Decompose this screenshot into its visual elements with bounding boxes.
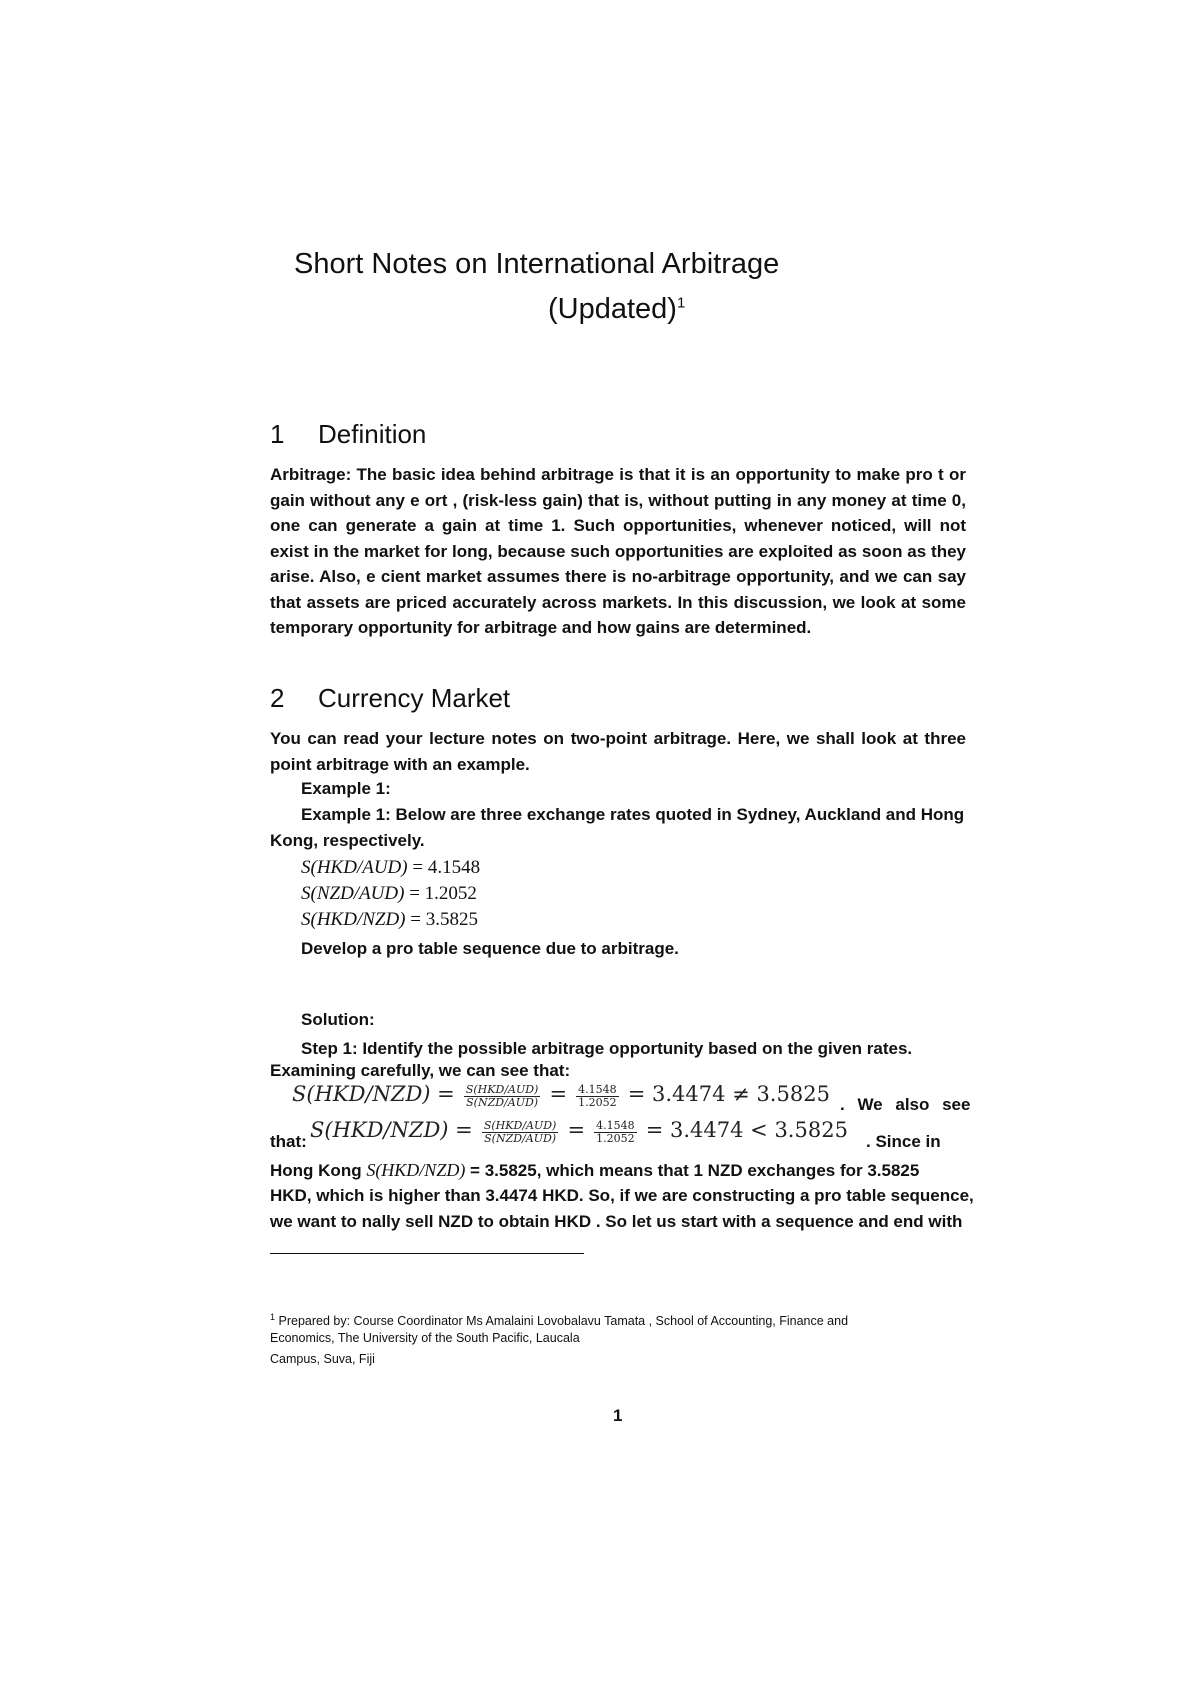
section-1-body: Arbitrage: The basic idea behind arbitrage is that it is an opportunity to make pro t or gain without any e ort , (risk-less gain) that is, without putting in any money at time 0, one can generate a gain at time 1. Such opportunities, whenever noticed, will not exist in the market for long, because such opportunities are exploited as soon as they arise. Also, e cient market assumes there is no-arbitrage opportunity, and we can say that assets are priced accurately across markets. In this discussion, we look at some temporary opportunity for arbitrage and how gains are determined. [270, 465, 966, 637]
eq-numerator: 4.1548 [596, 1119, 635, 1132]
conclusion-math: S(HKD/NZD) [366, 1160, 466, 1180]
rate-rhs: = 3.5825 [405, 909, 478, 930]
eq-denominator: S(NZD/AUD) [484, 1132, 557, 1145]
footnote-line-2: Economics, The University of the South Pacific, Laucala [270, 1331, 580, 1345]
rate-2 [301, 883, 477, 905]
rate-lhs: S(NZD/AUD) [301, 883, 405, 904]
document-subtitle [548, 293, 685, 326]
eq-numerator: 4.1548 [578, 1083, 617, 1096]
step1-line1: Step 1: Identify the possible arbitrage opportunity based on the given rates. [301, 1039, 913, 1058]
section-title: Currency Market [318, 683, 511, 713]
eq-numerator: S(HKD/AUD) [483, 1119, 557, 1132]
eq-denominator: 1.2052 [578, 1096, 617, 1109]
eq-denominator: S(NZD/AUD) [466, 1096, 539, 1109]
solution-label: Solution: [301, 1010, 375, 1029]
eq-lhs: S(HKD/NZD) = [292, 1082, 455, 1106]
conclusion-text: Hong Kong [270, 1161, 367, 1180]
conclusion-line-3: we want to nally sell NZD to obtain HKD . So let us start with a sequence and end with [270, 1212, 963, 1231]
eq-denominator: 1.2052 [596, 1132, 635, 1145]
eq-numerator: S(HKD/AUD) [465, 1083, 539, 1096]
eq-fraction-values [594, 1120, 637, 1145]
section-1-heading [270, 419, 426, 450]
section-title: Definition [318, 419, 427, 449]
eq2-prefix: that: [270, 1132, 307, 1151]
rate-rhs: = 4.1548 [407, 857, 481, 878]
rate-1 [301, 857, 480, 879]
example-label: Example 1: [301, 779, 391, 798]
eq1-tail: . We also see [840, 1095, 971, 1114]
eq-lhs: S(HKD/NZD) = [310, 1118, 473, 1142]
section-2-heading [270, 683, 510, 714]
eq-fraction [482, 1120, 559, 1145]
eq-fraction [464, 1084, 541, 1109]
rate-3 [301, 909, 478, 931]
conclusion-line-2: HKD, which is higher than 3.4474 HKD. So, if we are constructing a pro table sequence, [270, 1186, 974, 1205]
section-number: 1 [270, 419, 285, 449]
conclusion-text: = 3.5825, which means that 1 NZD exchanges for 3.5825 [465, 1161, 920, 1180]
eq-rhs: = 3.4474 < 3.5825 [645, 1118, 848, 1142]
subtitle-text: (Updated) [548, 293, 677, 325]
example-text-1: Example 1: Below are three exchange rates quoted in Sydney, Auckland and Hong [301, 805, 965, 824]
footnote-ref: 1 [676, 294, 686, 312]
page-number: 1 [613, 1406, 623, 1425]
eq-fraction-values [576, 1084, 619, 1109]
rate-rhs: = 1.2052 [404, 883, 477, 904]
section-2-intro: You can read your lecture notes on two-point arbitrage. Here, we shall look at three point arbitrage with an example. [270, 729, 966, 774]
rate-lhs: S(HKD/AUD) [301, 857, 408, 878]
footnote-text: Prepared by: Course Coordinator Ms Amalaini Lovobalavu Tamata , School of Accounting, Finance and [275, 1314, 849, 1329]
footnote-line-3: Campus, Suva, Fiji [270, 1352, 375, 1366]
example-text-2: Kong, respectively. [270, 831, 425, 850]
equation-1: S(HKD/NZD) = $\frac{\text{S(HKD/AUD)}}{\text{S(NZD/AUD)}}$ = $\frac{4.1548}{1.2052}$ = 3.4474 ≠ 3.5825 [292, 1082, 830, 1109]
conclusion-line-1 [270, 1160, 919, 1181]
equation-2: S(HKD/NZD) = $\frac{\text{S(HKD/AUD)}}{\text{S(NZD/AUD)}}$ = $\frac{4.1548}{1.2052}$ = 3.4474 < 3.5825 [310, 1118, 848, 1145]
eq2-tail: . Since in [866, 1132, 941, 1151]
eq-rhs: = 3.4474 ≠ 3.5825 [627, 1082, 830, 1106]
rate-lhs: S(HKD/NZD) [301, 909, 406, 930]
footnote-marker: 1 [270, 1312, 276, 1322]
footnote-rule [270, 1253, 584, 1254]
step1-line2: Examining carefully, we can see that: [270, 1061, 571, 1080]
task-text: Develop a pro table sequence due to arbitrage. [301, 939, 679, 958]
section-number: 2 [270, 683, 285, 713]
document-title: Short Notes on International Arbitrage [294, 248, 780, 280]
